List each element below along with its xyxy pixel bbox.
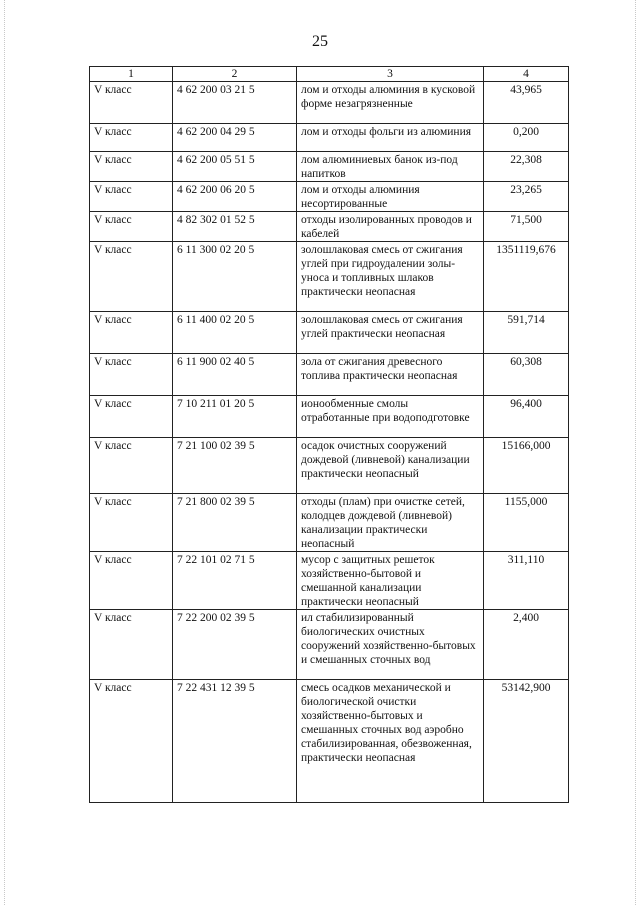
table-body <box>90 82 569 803</box>
table-row <box>90 552 569 610</box>
page-edge-left <box>4 0 5 905</box>
waste-code-cell: 6 11 900 02 40 5 <box>173 354 297 396</box>
waste-name-cell: смесь осадков механической и биологической очистки хозяйственно-бытовых и смешанных сточных вод аэробно стабилизированная, обезвоженная, практически неопасная <box>297 680 484 803</box>
waste-name-cell: ил стабилизированный биологических очистных сооружений хозяйственно-бытовых и смешанных сточных вод <box>297 610 484 680</box>
waste-mass-cell: 53142,900 <box>484 680 569 803</box>
waste-name-cell: отходы (плам) при очистке сетей, колодцев дождевой (ливневой) канализации практически неопасный <box>297 494 484 552</box>
hazard-class-cell: V класс <box>90 82 173 124</box>
page-number: 25 <box>312 33 328 50</box>
waste-code-cell: 4 62 200 05 51 5 <box>173 152 297 182</box>
table-row <box>90 610 569 680</box>
waste-mass-cell: 2,400 <box>484 610 569 680</box>
waste-name-cell: ионообменные смолы отработанные при водоподготовке <box>297 396 484 438</box>
hazard-class-cell: V класс <box>90 552 173 610</box>
hazard-class-cell: V класс <box>90 212 173 242</box>
waste-mass-cell: 311,110 <box>484 552 569 610</box>
waste-mass-cell: 43,965 <box>484 82 569 124</box>
waste-code-cell: 4 82 302 01 52 5 <box>173 212 297 242</box>
waste-mass-cell: 60,308 <box>484 354 569 396</box>
waste-code-cell: 6 11 300 02 20 5 <box>173 242 297 312</box>
waste-table <box>89 66 569 803</box>
waste-code-cell: 7 22 200 02 39 5 <box>173 610 297 680</box>
hazard-class-cell: V класс <box>90 680 173 803</box>
waste-name-cell: зола от сжигания древесного топлива практически неопасная <box>297 354 484 396</box>
table-row <box>90 212 569 242</box>
table-row <box>90 680 569 803</box>
hazard-class-cell: V класс <box>90 610 173 680</box>
waste-mass-cell: 22,308 <box>484 152 569 182</box>
waste-name-cell: золошлаковая смесь от сжигания углей практически неопасная <box>297 312 484 354</box>
table-row <box>90 354 569 396</box>
table-row <box>90 182 569 212</box>
hazard-class-cell: V класс <box>90 182 173 212</box>
waste-name-cell: осадок очистных сооружений дождевой (ливневой) канализации практически неопасный <box>297 438 484 494</box>
hazard-class-cell: V класс <box>90 396 173 438</box>
table-row <box>90 312 569 354</box>
waste-name-cell: золошлаковая смесь от сжигания углей при гидроудалении золы-уноса и топливных шлаков практически неопасная <box>297 242 484 312</box>
table-row <box>90 494 569 552</box>
header-row <box>90 67 569 82</box>
table-row <box>90 242 569 312</box>
waste-name-cell: лом и отходы фольги из алюминия <box>297 124 484 152</box>
table-row <box>90 82 569 124</box>
waste-code-cell: 7 10 211 01 20 5 <box>173 396 297 438</box>
hazard-class-cell: V класс <box>90 312 173 354</box>
table-row <box>90 396 569 438</box>
hazard-class-cell: V класс <box>90 354 173 396</box>
column-header: 4 <box>484 67 569 82</box>
table-row <box>90 152 569 182</box>
waste-code-cell: 7 21 800 02 39 5 <box>173 494 297 552</box>
waste-code-cell: 4 62 200 04 29 5 <box>173 124 297 152</box>
hazard-class-cell: V класс <box>90 242 173 312</box>
waste-mass-cell: 71,500 <box>484 212 569 242</box>
page-edge-right <box>635 0 636 905</box>
waste-mass-cell: 96,400 <box>484 396 569 438</box>
table-row <box>90 124 569 152</box>
waste-code-cell: 7 21 100 02 39 5 <box>173 438 297 494</box>
waste-code-cell: 7 22 101 02 71 5 <box>173 552 297 610</box>
waste-mass-cell: 15166,000 <box>484 438 569 494</box>
waste-name-cell: лом алюминиевых банок из-под напитков <box>297 152 484 182</box>
table-header <box>90 67 569 82</box>
hazard-class-cell: V класс <box>90 152 173 182</box>
waste-name-cell: лом и отходы алюминия несортированные <box>297 182 484 212</box>
hazard-class-cell: V класс <box>90 494 173 552</box>
waste-code-cell: 6 11 400 02 20 5 <box>173 312 297 354</box>
column-header: 3 <box>297 67 484 82</box>
column-header: 2 <box>173 67 297 82</box>
waste-mass-cell: 591,714 <box>484 312 569 354</box>
waste-code-cell: 4 62 200 06 20 5 <box>173 182 297 212</box>
waste-name-cell: мусор с защитных решеток хозяйственно-бытовой и смешанной канализации практически неопасный <box>297 552 484 610</box>
hazard-class-cell: V класс <box>90 124 173 152</box>
waste-name-cell: лом и отходы алюминия в кусковой форме незагрязненные <box>297 82 484 124</box>
waste-mass-cell: 1155,000 <box>484 494 569 552</box>
waste-mass-cell: 23,265 <box>484 182 569 212</box>
column-header: 1 <box>90 67 173 82</box>
hazard-class-cell: V класс <box>90 438 173 494</box>
waste-code-cell: 7 22 431 12 39 5 <box>173 680 297 803</box>
waste-code-cell: 4 62 200 03 21 5 <box>173 82 297 124</box>
waste-name-cell: отходы изолированных проводов и кабелей <box>297 212 484 242</box>
table-row <box>90 438 569 494</box>
waste-mass-cell: 0,200 <box>484 124 569 152</box>
waste-mass-cell: 1351119,676 <box>484 242 569 312</box>
